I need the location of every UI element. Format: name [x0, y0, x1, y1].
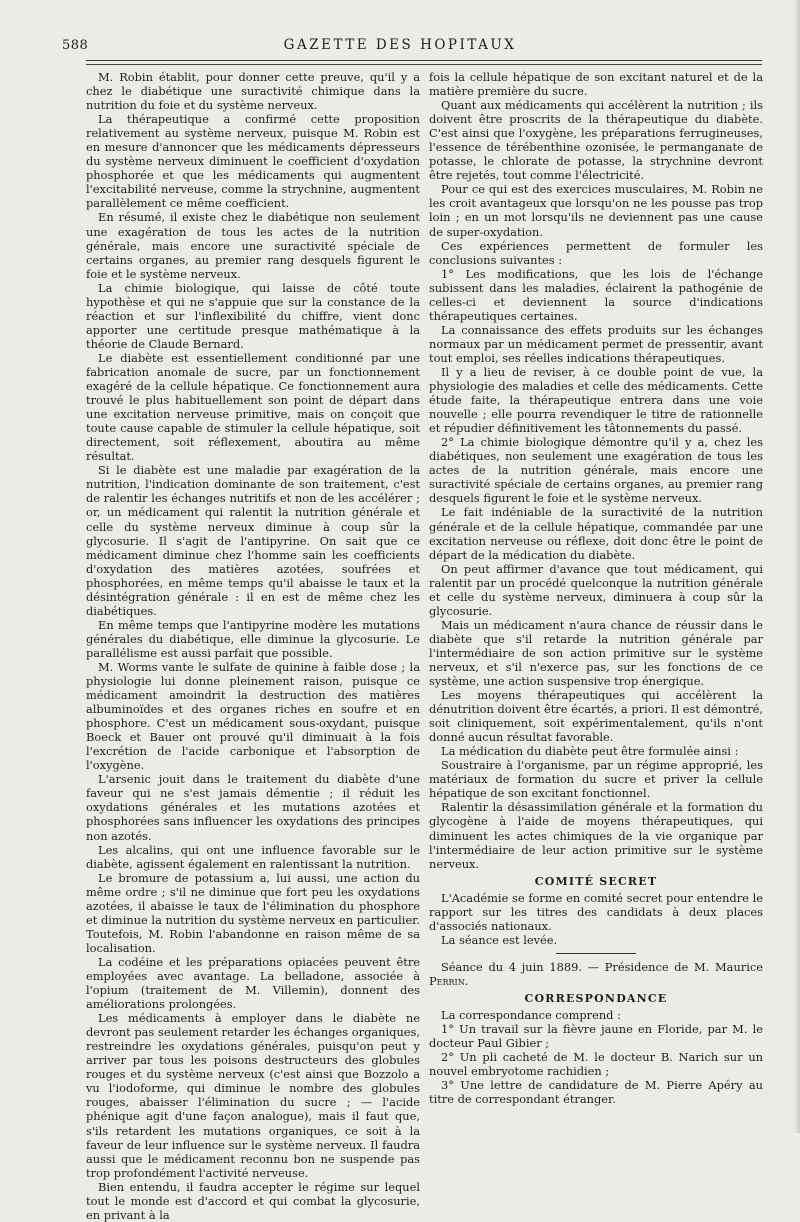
paragraph: La connaissance des effets produits sur les échanges normaux par un médicament permet de pressentir, avant tout emploi, ses réelles indications thérapeutiques.	[429, 322, 763, 365]
session-text: Séance du 4 juin 1889. — Présidence de M. Maurice	[441, 959, 763, 974]
paragraph: Mais un médicament n'aura chance de réussir dans le diabète que s'il retarde la nutrition générale par l'intermédiaire de son action primitive sur le système nerveux, et s'il n'exerce pas, sur les fonctions de ce système, une action suspensive trop énergique.	[429, 617, 763, 689]
page-edge-shadow	[794, 0, 800, 1133]
paragraph: M. Robin établit, pour donner cette preuve, qu'il y a chez le diabétique une suractivité chimique dans la nutrition du foie et du système nerveux.	[86, 70, 420, 113]
paragraph: Soustraire à l'organisme, par un régime approprié, les matériaux de formation du sucre et priver la cellule hépatique de son excitant fonctionnel.	[429, 758, 763, 801]
page-number: 588	[62, 38, 89, 53]
paragraph: L'arsenic jouit dans le traitement du diabète d'une faveur qui ne s'est jamais démentie ; il réduit les oxydations générales et les mutations azotées et phosphorées sans influencer les oxydations des principes non azotés.	[86, 772, 420, 843]
right-column	[429, 70, 763, 1106]
president-name: Perrin	[429, 973, 465, 988]
paragraph: 1° Les modifications, que les lois de l'échange subissent dans les maladies, éclairent la pathogénie de celles-ci et deviennent la source d'indications thérapeutiques certaines.	[429, 266, 763, 323]
paragraph: Si le diabète est une maladie par exagération de la nutrition, l'indication dominante de son traitement, c'est de ralentir les échanges nutritifs et non de les accélérer ; or, un médicament qui ralentit la nutrition générale et celle du système nerveux diminue à coup sûr la glycosurie. Il s'agit de l'antipyrine. On sait que ce médicament diminue chez l'homme sain les coefficients d'oxydation des matières azotées, soufrées et phosphorées, en même temps qu'il abaisse le taux et la désintégration générale : il en est de même chez les diabétiques.	[86, 463, 420, 618]
paragraph: Ralentir la désassimilation générale et la formation du glycogène à l'aide de moyens thérapeutiques, qui diminuent les actes chimiques de la vie organique par l'intermédiaire de leur action primitive sur le système nerveux.	[429, 800, 763, 871]
paragraph: En même temps que l'antipyrine modère les mutations générales du diabétique, elle diminue la glycosurie. Le parallélisme est aussi parfait que possible.	[86, 617, 420, 660]
paragraph: Les moyens thérapeutiques qui accélèrent la dénutrition doivent être écartés, a priori. Il est démontré, soit cliniquement, soit expérimentalement, qu'ils n'ont donné aucun résultat favorable.	[429, 688, 763, 745]
paragraph: Bien entendu, il faudra accepter le régime sur lequel tout le monde est d'accord et qui combat la glycosurie, en privant à la	[86, 1179, 420, 1222]
paragraph: Les alcalins, qui ont une influence favorable sur le diabète, agissent également en ralentissant la nutrition.	[86, 842, 420, 871]
paragraph: La séance est levée.	[441, 932, 558, 947]
paragraph: En résumé, il existe chez le diabétique non seulement une exagération de tous les actes de la nutrition générale, mais encore une suractivité spéciale de certains organes, au premier rang desquels figurent le foie et le système nerveux.	[86, 210, 420, 281]
paragraph: Le fait indéniable de la suractivité de la nutrition générale et de la cellule hépatique, commandée par une excitation nerveuse ou réflexe, doit donc être le point de départ de la médication du diabète.	[429, 505, 763, 562]
paragraph: M. Worms vante le sulfate de quinine à faible dose ; la physiologie lui donne pleinement raison, puisque ce médicament amoindrit la destruction des matières albuminoïdes et des organes riches en soufre et en phosphore. C'est un médicament sous-oxydant, puisque Boeck et Bauer ont prouvé qu'il diminuait à la fois l'excrétion de l'acide carbonique et l'absorption de l'oxygène.	[86, 659, 420, 773]
paragraph: La codéine et les préparations opiacées peuvent être employées avec avantage. La belladone, associée à l'opium (traitement de M. Villemin), donnent des améliorations prolongées.	[86, 954, 420, 1012]
session-end: .	[464, 973, 469, 988]
list-item: 2° Un pli cacheté de M. le docteur B. Narich sur un nouvel embryotome rachidien ;	[429, 1050, 763, 1079]
paragraph: On peut affirmer d'avance que tout médicament, qui ralentit par un procédé quelconque la nutrition générale et celle du système nerveux, diminuera à coup sûr la glycosurie.	[429, 561, 763, 618]
section-title-correspondance: CORRESPONDANCE	[524, 992, 668, 1005]
paragraph: 2° La chimie biologique démontre qu'il y a, chez les diabétiques, non seulement une exagération de tous les actes de la nutrition générale, mais encore une suractivité spéciale de certains organes, au premier rang desquels figurent le foie et le système nerveux.	[429, 435, 763, 506]
session-line	[429, 960, 763, 988]
list-item: 1° Un travail sur la fièvre jaune en Floride, par M. le docteur Paul Gibier ;	[429, 1022, 763, 1051]
paragraph: La médication du diabète peut être formulée ainsi :	[441, 744, 739, 759]
paragraph: Les médicaments à employer dans le diabète ne devront pas seulement retarder les échanges organiques, restreindre les oxydations générales, puisqu'on peut y arriver par tous les poisons destructeurs des globules rouges et du système nerveux (c'est ainsi que Bozzolo a vu l'iodoforme, qui diminue le nombre des globules rouges, abaisser l'élimination du sucre ; — l'acide phénique agit d'une façon analogue), mais il faut que, s'ils retardent les mutations organiques, ce soit à la faveur de leur influence sur le système nerveux. Il faudra aussi que le médicament reconnu bon ne suspende pas trop profondément l'activité nerveuse.	[86, 1011, 420, 1180]
left-column	[86, 70, 420, 1222]
paragraph: L'Académie se forme en comité secret pour entendre le rapport sur les titres des candidats à deux places d'associés nationaux.	[429, 890, 763, 933]
paragraph: Il y a lieu de reviser, à ce double point de vue, la physiologie des maladies et celle des médicaments. Cette étude faite, la thérapeutique entrera dans une voie nouvelle ; elle pourra revendiquer le titre de rationnelle et répudier définitivement les tâtonnements du passé.	[429, 364, 763, 436]
header-rule-secondary	[86, 64, 762, 65]
paragraph: fois la cellule hépatique de son excitant naturel et de la matière première du sucre.	[429, 70, 763, 99]
paragraph: La chimie biologique, qui laisse de côté toute hypothèse et qui ne s'appuie que sur la constance de la réaction et sur l'inflexibilité du chiffre, vient donc apporter une certitude presque mathématique à la théorie de Claude Bernard.	[86, 280, 420, 351]
section-divider	[556, 953, 636, 954]
paragraph: Pour ce qui est des exercices musculaires, M. Robin ne les croit avantageux que lorsqu'on ne les pousse pas trop loin ; en un mot lorsqu'ils ne deviennent pas une cause de super-oxydation.	[429, 182, 763, 239]
paragraph: La thérapeutique a confirmé cette proposition relativement au système nerveux, puisque M. Robin est en mesure d'annoncer que les médicaments dépresseurs du système nerveux diminuent le coefficient d'oxydation phosphorée et que les médicaments qui augmentent l'excitabilité nerveuse, comme la strychnine, augmentent parallèlement ce même coefficient.	[86, 112, 420, 211]
running-head: GAZETTE DES HOPITAUX	[283, 37, 517, 53]
paragraph: Le bromure de potassium a, lui aussi, une action du même ordre ; s'il ne diminue que fort peu les oxydations azotées, il abaisse le taux de l'élimination du phosphore et diminue la nutrition du système nerveux en particulier. Toutefois, M. Robin l'abandonne en raison même de sa localisation.	[86, 870, 420, 955]
paragraph: Quant aux médicaments qui accélèrent la nutrition ; ils doivent être proscrits de la thérapeutique du diabète. C'est ainsi que l'oxygène, les préparations ferrugineuses, l'essence de térébenthine ozonisée, le permanganate de potasse, le chlorate de potasse, la strychnine devront être rejetés, tout comme l'électricité.	[429, 98, 763, 183]
header-rule	[86, 60, 762, 61]
list-item: 3° Une lettre de candidature de M. Pierre Apéry au titre de correspondant étranger.	[429, 1078, 763, 1107]
section-title-comite-secret: COMITÉ SECRET	[534, 874, 658, 888]
paragraph: Le diabète est essentiellement conditionné par une fabrication anomale de sucre, par un fonctionnement exagéré de la cellule hépatique. Ce fonctionnement aura trouvé le plus habituellement son point de départ dans une excitation nerveuse primitive, mais on conçoit que toute cause capable de stimuler la cellule hépatique, soit directement, soit réflexement, aboutira au même résultat.	[86, 350, 420, 464]
paragraph: Ces expériences permettent de formuler les conclusions suivantes :	[429, 238, 763, 267]
paragraph: La correspondance comprend :	[441, 1008, 621, 1023]
